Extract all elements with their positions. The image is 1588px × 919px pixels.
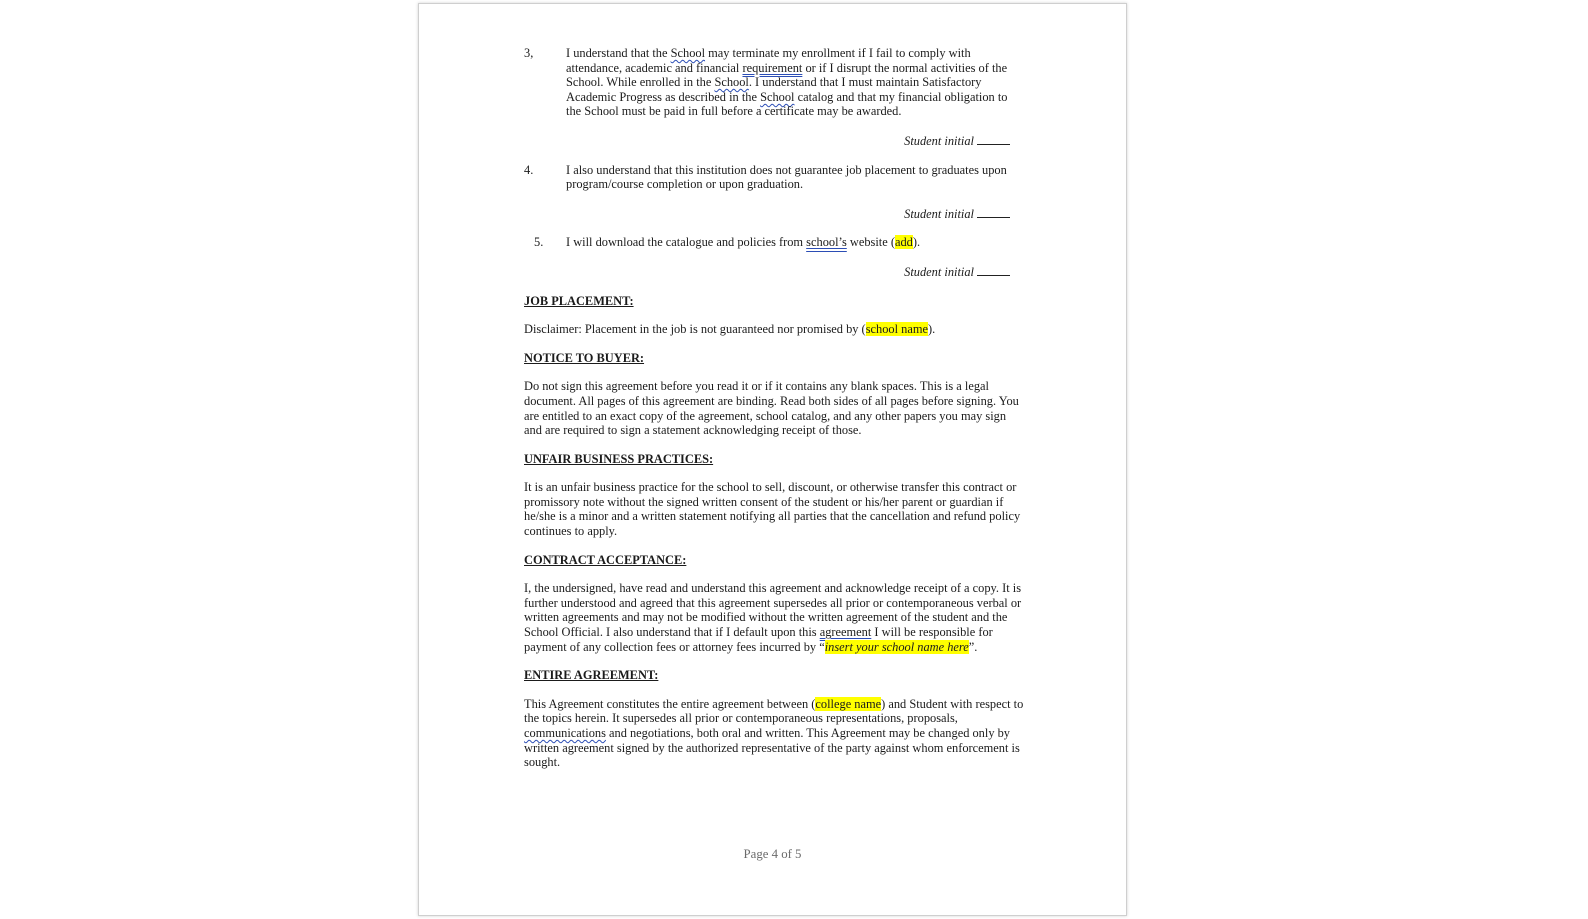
- placeholder-highlight: college name: [815, 696, 882, 711]
- page-number-footer: Page 4 of 5: [743, 847, 802, 861]
- grammar-flag: requirement: [742, 60, 803, 75]
- item-number: 5.: [534, 235, 544, 250]
- section-heading-contract-acceptance: CONTRACT ACCEPTANCE:: [524, 552, 687, 567]
- grammar-flag: school’s: [806, 235, 847, 250]
- item-number: 4.: [524, 162, 534, 177]
- student-initial: Student initial: [524, 206, 1010, 222]
- section-heading-entire-agreement: ENTIRE AGREEMENT:: [524, 668, 659, 683]
- student-initial: Student initial: [524, 133, 1010, 149]
- document-page: [418, 3, 1127, 916]
- job-placement-text: Disclaimer: Placement in the job is not guaranteed nor promised by (school name).: [524, 322, 936, 337]
- item-text: I also understand that this institution does not guarantee job placement to graduates upon program/course completion or upon graduation.: [566, 162, 1007, 192]
- list-item: [524, 235, 1024, 250]
- contract-acceptance-text: I, the undersigned, have read and understand this agreement and acknowledge receipt of a copy. It is further understood and agreed that this agreement supersedes all prior or contemporaneous verbal or written agreements and may not be modified without the written agreement of the student and the School Official. I also understand that if I default upon this agreement I will be responsible for payment of any collection fees or attorney fees incurred by “insert your school name here”.: [524, 581, 1022, 654]
- initial-blank: [977, 133, 1010, 145]
- entire-agreement-text: This Agreement constitutes the entire agreement between (college name) and Student with respect to the topics herein. It supersedes all prior or contemporaneous representations, proposals, communications and negotiations, both oral and written. This Agreement may be changed only by written agreement signed by the authorized representative of the party against whom enforcement is sought.: [524, 696, 1024, 770]
- initial-blank: [977, 206, 1010, 218]
- placeholder-highlight: school name: [865, 322, 928, 337]
- spelling-flag: School: [760, 89, 795, 104]
- list-item: [524, 46, 1024, 119]
- placeholder-highlight: add: [894, 235, 913, 250]
- grammar-flag: agreement: [819, 625, 872, 640]
- section-heading-job-placement: JOB PLACEMENT:: [524, 293, 634, 308]
- spelling-flag: communications: [524, 726, 606, 740]
- spelling-flag: School: [714, 75, 749, 90]
- item-text: I understand that the School may terminate my enrollment if I fail to comply with attendance, academic and financial requirement or if I disrupt the normal activities of the School. While enrolled in the School. I understand that I must maintain Satisfactory Academic Progress as described in the School catalog and that my financial obligation to the School must be paid in full before a certificate may be awarded.: [566, 46, 1008, 119]
- item-number: 3,: [524, 46, 534, 60]
- list-item: [524, 163, 1024, 192]
- page-content: [524, 46, 1024, 784]
- section-heading-notice-to-buyer: NOTICE TO BUYER:: [524, 350, 645, 365]
- notice-to-buyer-text: Do not sign this agreement before you read it or if it contains any blank spaces. This is a legal document. All pages of this agreement are binding. Read both sides of all pages before signing. You are entitled to an exact copy of the agreement, school catalog, and any other papers you may sign and are required to sign a statement acknowledging receipt of those.: [524, 379, 1019, 438]
- initial-blank: [977, 264, 1010, 276]
- spelling-flag: School: [670, 46, 706, 60]
- item-text: I will download the catalogue and policies from school’s website (add).: [566, 235, 921, 250]
- unfair-business-text: It is an unfair business practice for the school to sell, discount, or otherwise transfer this contract or promissory note without the signed written consent of the student or his/her parent or guardian if he/she is a minor and a written statement notifying all parties that the cancellation and refund policy continues to apply.: [524, 480, 1021, 539]
- student-initial: Student initial: [524, 264, 1010, 280]
- placeholder-highlight: insert your school name here: [824, 639, 969, 654]
- section-heading-unfair-business: UNFAIR BUSINESS PRACTICES:: [524, 451, 714, 466]
